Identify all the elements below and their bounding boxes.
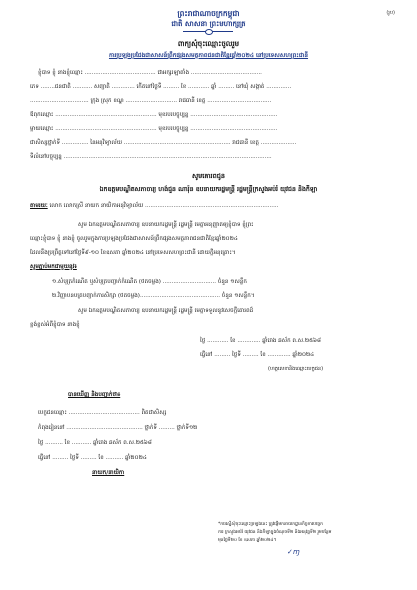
footnote-line-3: មុនថ្ងៃទី២០ ខែ ឧសភា ឆ្នាំ២០២៤។: [218, 538, 277, 543]
document-item-2: ២.វិញ្ញាបនបត្របញ្ជាក់ការសិក្សា (ថតចម្លង)............................................. ចំនួន ១សន្លឹក។: [52, 293, 255, 299]
ornament-divider-icon: [183, 31, 233, 35]
applicant-date-place: ធ្វើនៅ ......... ថ្ងៃទី ......... ខែ ............. ឆ្នាំ២០២៤: [200, 352, 315, 358]
via-label: តាមរយៈ: [30, 203, 48, 209]
document-item-1: ១.សំបុត្រកំណើត ឬសំបុត្របញ្ជាក់កំណើត (ថតចម្លង) .............................. ចំនួន ១សន្លឹក: [52, 279, 247, 285]
respect-heading: សូមគោរពជូន: [191, 172, 225, 180]
principal-signer-label: នាយក/នាយិកា: [92, 470, 125, 476]
footnote-line-2: ការ ក្រសួងអប់រំ យុវជន និងកីឡាក្នុងចំណុចទី២ និងអនុវត្តទី២ រួមបន្ថែម: [218, 530, 332, 535]
verification-heading: បានឃើញ និងបញ្ជាក់ថា៖: [68, 392, 121, 398]
body-line-1: សូម ឯកឧត្តមបណ្ឌិតសភាចារ្យ ឧបនាយករដ្ឋមន្ត្រី រដ្ឋមន្ត្រី មេត្តាអនុញ្ញាតឲ្យខ្ញុំបាទ ខ្ញុំព្រះ: [78, 222, 254, 228]
handwritten-signature-icon: ✓ɱ: [287, 548, 300, 556]
national-motto: ជាតិ សាសនា ព្រះមហាក្សត្រ: [171, 20, 246, 28]
name-field[interactable]: ខ្ញុំបាទ ខ្ញុំ នាងខ្ញុំឈ្មោះ ........................................ ជាអក្សរឡាតាំង ........................................: [38, 70, 262, 76]
closing-line-2: ខ្ពង់ខ្ពស់អំពីខ្ញុំបាទ នាងខ្ញុំ: [30, 322, 80, 328]
footnote-line-1: *ការស្នើសុំចុះឈ្មោះប្រឡងនេះ ត្រូវផ្ញើមកនាយកដ្ឋានកិច្ចការបច្ចេក: [218, 522, 323, 527]
documents-heading: សូមភ្ជាប់មកជាមួយនូវ៖: [30, 264, 77, 270]
district-province-field[interactable]: ................................. ក្រុង ស្រុក ខណ្ឌ ............................. រាជធានី ខេត្ត ....................................: [30, 98, 272, 104]
address-field[interactable]: ទីលំនៅបច្ចុប្បន្ន .....................................................................................................................: [30, 154, 272, 160]
kingdom-title: ព្រះរាជាណាចក្រកម្ពុជា: [177, 9, 240, 18]
via-text: លោក លោកស្រី នាយក នាយិកាអនុវិទ្យាល័យ ...........................................................................: [49, 203, 279, 209]
applicant-lunar-date: ថ្ងៃ ............ ខែ ............. ឆ្នាំរោង ឆស័ក ព.ស.២៥៦៨: [200, 338, 321, 344]
addressee-line: ឯកឧត្តមបណ្ឌិតសភាចារ្យ ហង់ជួន ណារ៉ុន ឧបនាយករដ្ឋមន្ត្រី រដ្ឋមន្ត្រីក្រសួងអប់រំ យុវជន និងកីឡា: [99, 186, 318, 193]
form-subtitle: ការប្រឡងប្រជែងជាសាសន៍ព្រឹកផ្សងសមត្ថភាពជនជាតិខ្មែរឆ្នាំ២០២៤ នៅប្រទេសសហព្រះជានី: [108, 53, 309, 59]
verify-date-place: ធ្វើនៅ ......... ថ្ងៃទី ......... ខែ .......... ឆ្នាំ២០២៤: [38, 455, 147, 461]
body-line-3: ដែលនឹងប្រព្រឹត្តទៅនៅថ្ងៃទី៩-១០ ខែឧសភា ឆ្នាំ២០២៤ នៅប្រទេសសហព្រះជានី ដោយក្ដីអនុគ្រោះ។: [30, 250, 236, 256]
verify-candidate-line: បេក្ខជនឈ្មោះ ........................................ ពិតជាសិស្ស: [38, 410, 167, 416]
body-line-2: ឈ្មោះខ្ញុំបាទ ខ្ញុំ នាងខ្ញុំ ចូលរួមក្នុងការប្រឡងប្រជែងជាសាសន៍ព្រឹកផ្សងសមត្ថភាពជនជាតិខ្មែរឆ្នាំ២០២៤: [30, 236, 238, 242]
school-field[interactable]: ជាសិស្សថ្នាក់ទី ............... នៃអនុវិទ្យាល័យ ............................................................ រាជធានី ខេត្ត ....................: [30, 140, 297, 146]
verify-school-line: កំពុងរៀននៅ ........................................... ថ្នាក់ទី ......... ថ្នាក់ទី១២: [38, 425, 198, 431]
via-line: [30, 203, 278, 210]
gender-birth-field[interactable]: ភេទ ........ជនជាតិ ........... សញ្ជាតិ ............. កើតនៅថ្ងៃទី ......... ខែ ............ ឆ្នាំ ......... នៅឃុំ សង្កាត់ ..............: [30, 84, 292, 90]
mother-name-field[interactable]: ម្ដាយឈ្មោះ ......................................................... មុខរបរបច្ចុប្បន្ន .................................................: [30, 126, 278, 132]
verify-lunar-date: ថ្ងៃ .......... ខែ ........... ឆ្នាំរោង ឆស័ក ព.ស.២៥៦៨: [38, 440, 152, 446]
applicant-signature-note: (ហត្ថលេខានិងឈ្មោះបេក្ខជន): [268, 366, 324, 372]
form-title: ពាក្យសុំចុះឈ្មោះចូលរួម: [177, 40, 240, 48]
father-name-field[interactable]: ឪពុកឈ្មោះ ......................................................... មុខរបរបច្ចុប្បន្ន .................................................: [30, 112, 278, 118]
photo-placeholder-label: (រូប): [386, 10, 395, 16]
closing-line-1: សូម ឯកឧត្តមបណ្ឌិតសភាចារ្យ ឧបនាយករដ្ឋមន្ត្រី រដ្ឋមន្ត្រី មេត្តាទទួលនូវសេចក្ដីគោរពដ៏: [78, 308, 254, 314]
